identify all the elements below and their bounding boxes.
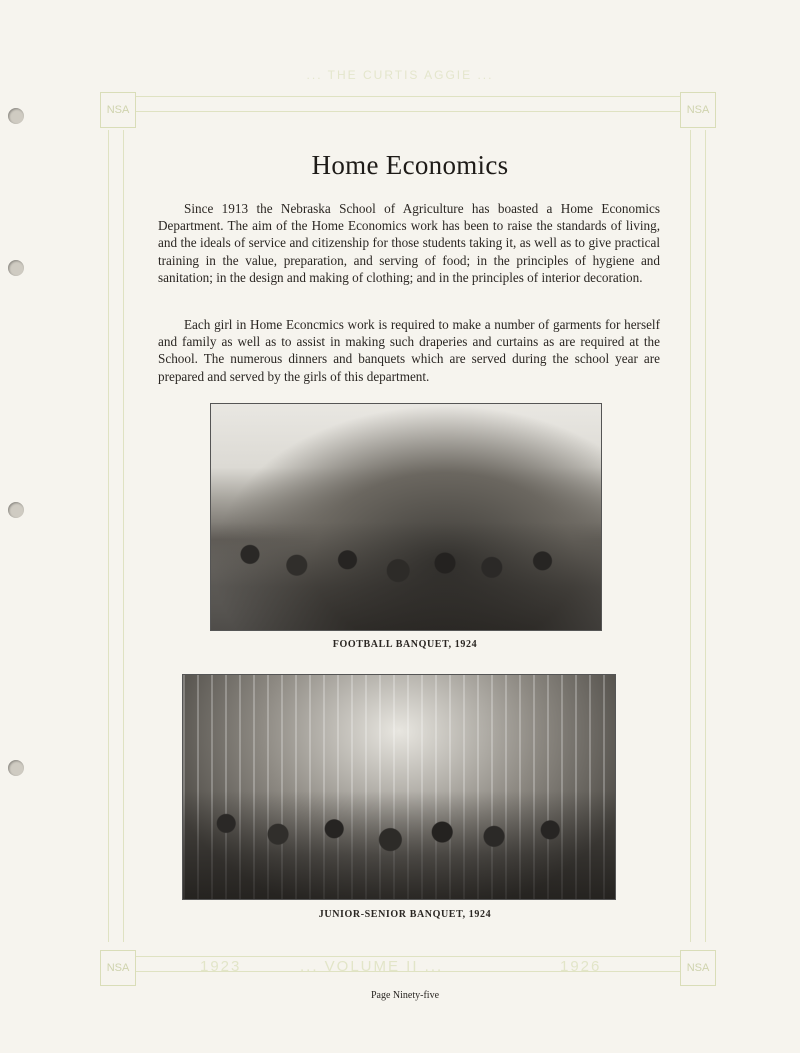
page-number: Page Ninety-five: [370, 990, 440, 1001]
photo-caption: FOOTBALL BANQUET, 1924: [332, 639, 478, 650]
diners-silhouettes: [211, 522, 601, 630]
footer-year-right: 1926: [560, 958, 602, 975]
footer-volume: ... VOLUME II ...: [300, 958, 444, 975]
frame-top: [134, 96, 686, 112]
corner-logo: NSA: [680, 92, 716, 128]
photo-caption: JUNIOR-SENIOR BANQUET, 1924: [318, 909, 492, 920]
frame-right: [690, 130, 706, 942]
diners-silhouettes: [183, 791, 615, 899]
corner-logo: NSA: [680, 950, 716, 986]
binder-hole: [8, 108, 24, 124]
binder-hole: [8, 760, 24, 776]
paragraph-intro: Since 1913 the Nebraska School of Agriculture has boasted a Home Economics Department. The aim of the Home Economics work has been to raise the standards of living, and the ideals of service and citizenship for those students taking it, as well as to give practical training in the value, preparation, and serving of food; in the principles of hygiene and sanitation; in the design and making of clothing; and in the principles of interior decoration.: [158, 201, 660, 285]
binder-hole: [8, 502, 24, 518]
page-title: Home Economics: [311, 150, 509, 180]
football-banquet-photo: [210, 403, 602, 631]
binder-hole: [8, 260, 24, 276]
header-band: ... THE CURTIS AGGIE ...: [306, 68, 494, 82]
corner-logo: NSA: [100, 92, 136, 128]
footer-year-left: 1923: [200, 958, 242, 975]
paragraph-garments: Each girl in Home Econcmics work is required to make a number of garments for herself and family as well as to assist in making such draperies and curtains as are required at the School. The numerous dinners and banquets which are served during the school year are prepared and served by the girls of this department.: [158, 317, 660, 384]
frame-left: [108, 130, 124, 942]
junior-senior-banquet-photo: [182, 674, 616, 900]
corner-logo: NSA: [100, 950, 136, 986]
